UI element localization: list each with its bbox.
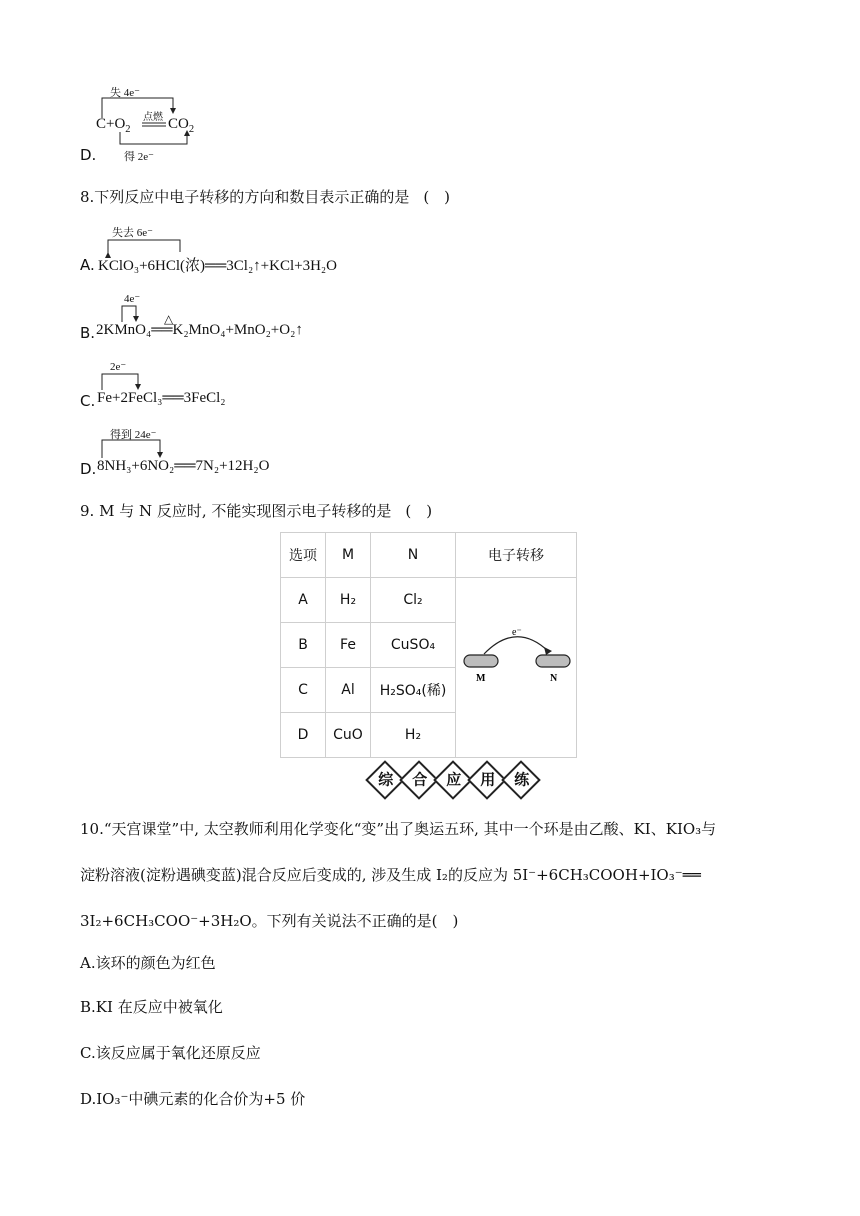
table-header-row [281,533,577,578]
header-option: 选项 [281,533,326,578]
cell-option: D [281,713,326,758]
q8c-equation: Fe+2FeCl₃══3FeCl₂ [97,390,226,406]
q8d-label: D. [80,460,97,478]
q8a-tag: 失去 6e⁻ [112,227,153,239]
banner-char: 应 [433,760,473,800]
table-row [281,578,577,623]
section-banner [368,766,538,794]
cell-n: H₂ [371,713,456,758]
diagram-m-label: M [476,672,486,684]
q10-option-a: A.该环的颜色为红色 [80,954,216,972]
diagram-electron-label: e⁻ [512,626,522,638]
q10-line-3: 3I₂+6CH₃COO⁻+3H₂O。下列有关说法不正确的是( ) [80,912,459,930]
q8c-tag: 2e⁻ [110,361,127,373]
q7d-eq-right: $CO_2$ [168,116,195,135]
q8d-equation: 8NH₃+6NO₂══7N₂+12H₂O [97,458,270,474]
cell-option: C [281,668,326,713]
q7d-label: D. [80,146,97,164]
electron-transfer-diagram [456,621,576,711]
cell-diagram [456,578,577,758]
q8b-label: B. [80,324,96,342]
q7d-top-tag: 失 4e⁻ [110,87,140,99]
q8a-equation: KClO₃+6HCl(浓)══3Cl₂↑+KCl+3H₂O [98,258,337,274]
q8b-condition: △ [164,312,174,326]
q10-line-2: 淀粉溶液(淀粉遇碘变蓝)混合反应后变成的, 涉及生成 I₂的反应为 5I⁻+6CH₃COOH+IO₃⁻══ [80,866,701,884]
cell-m: Fe [326,623,371,668]
diagram-n-label: N [550,672,558,684]
q7d-eq-left: $C+O_2$ [96,116,131,135]
q7-option-d [80,82,220,166]
q8c-label: C. [80,392,96,410]
cell-option: B [281,623,326,668]
q8-stem: 8.下列反应中电子转移的方向和数目表示正确的是 ( ) [80,188,451,206]
q10-option-b: B.KI 在反应中被氧化 [80,998,223,1016]
banner-char: 用 [467,760,507,800]
q8b-equation: 2KMnO₄══K₂MnO₄+MnO₂+O₂↑ [96,322,303,338]
q10-line-1: 10.“天宫课堂”中, 太空教师利用化学变化“变”出了奥运五环, 其中一个环是由乙酸、KI、KIO₃与 [80,820,717,838]
cell-n: Cl₂ [371,578,456,623]
q8a-label: A. [80,256,95,274]
q10-option-d: D.IO₃⁻中碘元素的化合价为+5 价 [80,1090,306,1108]
header-electron-transfer: 电子转移 [456,533,577,578]
header-m: M [326,533,371,578]
q7d-condition: 点燃 [143,112,163,123]
q10-option-c: C.该反应属于氧化还原反应 [80,1044,261,1062]
banner-char: 练 [501,760,541,800]
q9-stem: 9. M 与 N 反应时, 不能实现图示电子转移的是 ( ) [80,502,433,520]
q9-table [280,532,577,758]
cell-m: H₂ [326,578,371,623]
cell-n: CuSO₄ [371,623,456,668]
cell-option: A [281,578,326,623]
cell-m: CuO [326,713,371,758]
banner-char: 合 [399,760,439,800]
header-n: N [371,533,456,578]
q8b-tag: 4e⁻ [124,293,141,305]
cell-m: Al [326,668,371,713]
q7d-bottom-tag: 得 2e⁻ [124,151,154,163]
q8d-tag: 得到 24e⁻ [110,429,157,441]
cell-n: H₂SO₄(稀) [371,668,456,713]
banner-char: 综 [365,760,405,800]
